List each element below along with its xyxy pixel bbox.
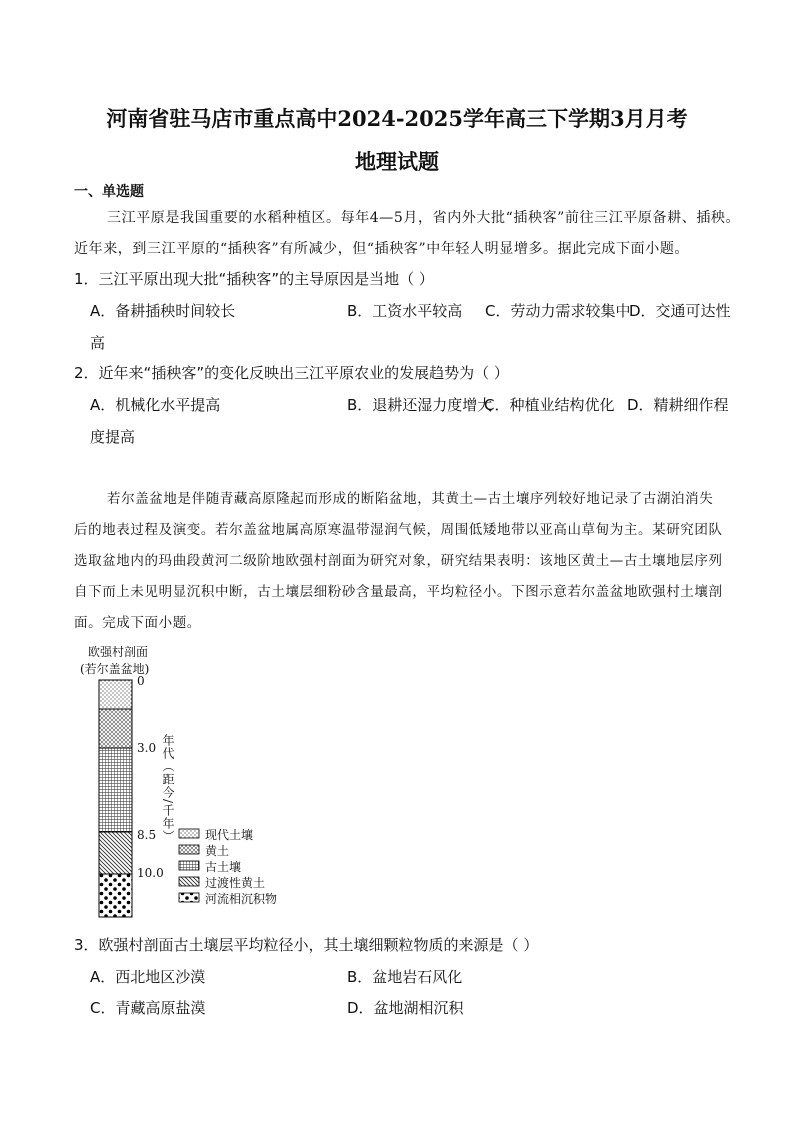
context-paragraph-line: 自下而上未见明显沉积中断，古土壤层细粉砂含量最高，平均粒径小。下图示意若尔盖盆地欧强村土壤剖: [74, 584, 723, 600]
legend-swatch-paleosol: [179, 861, 199, 870]
layer-fluvial-deposit: [99, 874, 132, 917]
question-1-option-c: C．劳动力需求较集中: [485, 302, 631, 320]
tick-label: 3.0: [137, 741, 157, 755]
intro-paragraph-line: 三江平原是我国重要的水稻种植区。每年4—5月，省内外大批“插秧客”前往三江平原备耕、插秧。: [107, 210, 741, 226]
section-heading: 一、单选题: [74, 184, 144, 200]
tick-label: 0: [137, 674, 145, 688]
question-1-option-b: B．工资水平较高: [347, 302, 463, 320]
question-1-option-d: D．交通可达性: [629, 302, 731, 320]
intro-paragraph-line: 近年来，到三江平原的“插秧客”有所减少，但“插秧客”中年轻人明显增多。据此完成下面小题。: [74, 241, 690, 257]
tick-label: 8.5: [137, 828, 157, 842]
question-2-option-c: C．种植业结构优化: [484, 396, 615, 414]
question-3-option-b: B．盆地岩石风化: [347, 968, 463, 986]
legend-swatch-transitional-loess: [179, 877, 199, 886]
legend-label-loess: 黄土: [205, 844, 230, 858]
question-2-option-b: B．退耕还湿力度增大: [347, 396, 493, 414]
axis-label-age: 年代（距今/千年）: [161, 734, 175, 844]
tick-label: 10.0: [137, 866, 164, 880]
question-1-stem: 1．三江平原出现大批“插秧客”的主导原因是当地（ ）: [74, 270, 434, 288]
exam-title: 河南省驻马店市重点高中2024-2025学年高三下学期3月月考: [106, 106, 688, 131]
legend-label-fluvial-deposit: 河流相沉积物: [205, 892, 278, 906]
context-paragraph-line: 后的地表过程及演变。若尔盖盆地属高原寒温带湿润气候，周围低矮地带以亚高山草甸为主。某研究团队: [74, 522, 723, 538]
legend-label-paleosol: 古土壤: [205, 860, 242, 874]
layer-loess: [99, 709, 132, 748]
question-2-option-d-continued: 度提高: [90, 428, 136, 446]
layer-paleosol: [99, 748, 132, 832]
figure-subtitle: (若尔盖盆地): [80, 662, 150, 676]
question-1-option-a: A．备耕插秧时间较长: [90, 302, 236, 320]
question-3-stem: 3．欧强村剖面古土壤层平均粒径小，其土壤细颗粒物质的来源是（ ）: [74, 936, 539, 954]
question-3-option-c: C．青藏高原盐漠: [90, 999, 206, 1017]
question-3-option-a: A．西北地区沙漠: [90, 968, 206, 986]
legend-label-modern-soil: 现代土壤: [205, 828, 254, 842]
question-2-option-a: A．机械化水平提高: [90, 396, 221, 414]
legend-swatch-modern-soil: [179, 829, 199, 838]
question-2-option-d: D．精耕细作程: [627, 396, 729, 414]
context-paragraph-line: 选取盆地内的玛曲段黄河二级阶地欧强村剖面为研究对象，研究结果表明：该地区黄土—古土壤地层序列: [74, 553, 723, 569]
context-paragraph-line: 若尔盖盆地是伴随青藏高原隆起而形成的断陷盆地，其黄土—古土壤序列较好地记录了古湖泊消失: [107, 491, 714, 507]
context-paragraph-line: 面。完成下面小题。: [74, 615, 201, 631]
question-2-stem: 2．近年来“插秧客”的变化反映出三江平原农业的发展趋势为（ ）: [74, 364, 509, 382]
question-3-option-d: D．盆地湖相沉积: [347, 999, 464, 1017]
legend-swatch-loess: [179, 845, 199, 854]
legend-label-transitional-loess: 过渡性黄土: [205, 876, 266, 890]
question-1-option-d-continued: 高: [90, 334, 106, 352]
figure-title: 欧强村剖面: [88, 645, 149, 659]
exam-subtitle: 地理试题: [355, 149, 439, 174]
legend-swatch-fluvial-deposit: [179, 893, 199, 902]
layer-transitional-loess: [99, 832, 132, 874]
layer-modern-soil: [99, 680, 132, 709]
